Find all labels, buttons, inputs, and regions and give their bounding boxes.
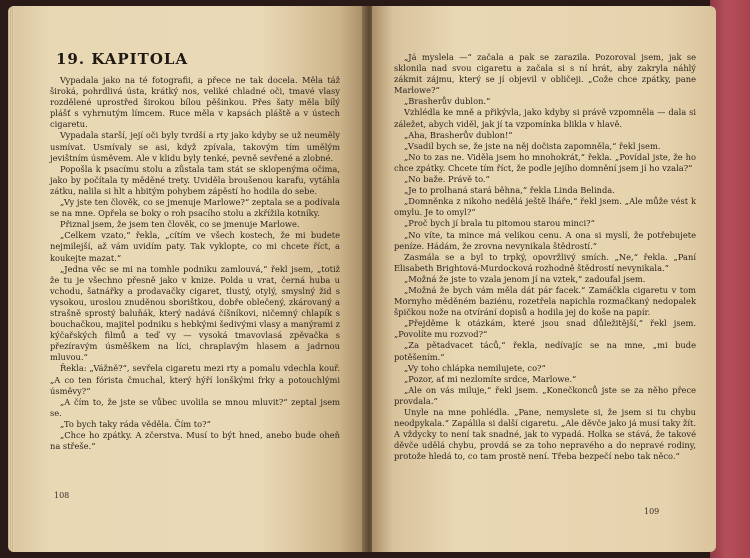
chapter-title: 19. KAPITOLA xyxy=(56,50,189,68)
paragraph: „To bych taky ráda věděla. Čím to?“ xyxy=(60,418,211,429)
paragraph: „Vsadil bych se, že jste na něj dočista zapomněla,“ řekl jsem. xyxy=(404,140,661,151)
paragraph: „Já myslela —“ začala a pak se zarazila. Pozoroval jsem, jak se sklonila nad svou cigaretu a začala si s ní hrát, aby zakryla náhlý zákmit zájmu, který se jí objevil v obličeji. „Cože chce zpátky, pane Marlowe?“ xyxy=(394,52,696,96)
paragraph: „Přejděme k otázkám, které jsou snad důležitější,“ řekl jsem. „Povolíte mu rozvod?“ xyxy=(394,318,696,340)
page-number: 108 xyxy=(54,491,70,500)
paragraph: „Brasherův dublon.“ xyxy=(404,96,491,107)
paragraph: „Celkem vzato,“ řekla, „cítím ve všech kostech, že mi budete nejmilejší, až vám uvidím paty. Tak vyklopte, co mi chcete říct, a koukejte mazat.“ xyxy=(50,230,340,263)
paragraph: „Jedna věc se mi na tomhle podniku zamlouvá,“ řekl jsem, „totiž že tu je všechno přesně jako v knize. Polda u vrat, černá huba u vchodu, šatnářky a prodavačky cigaret, tlustý, otylý, smyslný žid s vysokou, uroslou znuděnou sborištkou, dobře oblečený, zkárovaný a strašně sprostý baluňák, který nadává číšníkovi, ničemný chlapík s bouchačkou, majitel podniku s hebkými šedivými vlasy a manýrami z kýčařských filmů a teď vy — vysoká tmavovlasá zpěvačka s přezíravým úsměškem na líci, chraplavým hlasem a jadrnou mluvou.“ xyxy=(50,263,340,363)
paragraph: Vzhlédla ke mně a přikývla, jako kdyby si právě vzpomněla — dala si záležet, abych viděl, jak jí ta vzpomínka blikla v hlavě. xyxy=(394,107,696,129)
right-page xyxy=(372,6,716,552)
paragraph: „Je to prolhaná stará běhna,“ řekla Linda Belinda. xyxy=(404,185,615,196)
book-cover-edge xyxy=(710,0,750,558)
paragraph: Vypadala starší, její oči byly tvrdší a rty jako kdyby se už neuměly usmívat. Usmívaly se asi, když zpívala, takovým tím umělým jevištním úsměvem. Ale v klidu byly tenké, pevně sevřené a zlobné. xyxy=(50,130,340,163)
page-stack-edge xyxy=(8,6,14,552)
paragraph: „Chce ho zpátky. A zčerstva. Musí to být hned, anebo bude oheň na střeše.“ xyxy=(50,430,340,452)
paragraph: „Pozor, ať mi nezlomíte srdce, Marlowe.“ xyxy=(404,373,577,384)
paragraph: „Ale on vás miluje,“ řekl jsem. „Konečkonců jste se za něho přece provdala.“ xyxy=(394,384,696,406)
paragraph: „Aha, Brasherův dublon!“ xyxy=(404,129,513,140)
page-number: 109 xyxy=(644,507,660,516)
paragraph: Zasmála se a byl to trpký, opovržlivý smích. „Ne,“ řekla. „Paní Elisabeth Brightová-Murdocková rozhodně štědrostí nevynikala.“ xyxy=(394,251,696,273)
paragraph: Unyle na mne pohlédla. „Pane, nemyslete si, že jsem si tu chybu neodpykala.“ Zapálila si další cigaretu. „Ale děvče jako já musí taky žít. A vždycky to není tak snadné, jak to vypadá. Holka se stává, že takové děvče udělá chybu, provdá se za toho nepravého a do nepravé rodiny, protože hledá to, co tam prostě není. Třeba bezpečí nebo tak něco.“ xyxy=(394,407,696,462)
paragraph: „Možná že bych vám měla dát pár facek.“ Zamáčkla cigaretu v tom Mornyho měděném baziénu, rozetřela napichla rozmačkaný nedopalek špičkou nože na otvírání dopisů a hodila jej do koše na papír. xyxy=(394,284,696,318)
paragraph: „Domněnka z nikoho nedělá ještě lháře,“ řekl jsem. „Ale může vést k omylu. Je to omyl?“ xyxy=(394,196,696,218)
paragraph: „Možná že jste to vzala jenom jí na vztek,“ zadoufal jsem. xyxy=(404,273,646,284)
paragraph: „A čím to, že jste se vůbec uvolila se mnou mluvit?“ zeptal jsem se. xyxy=(50,396,340,418)
left-page-text xyxy=(50,75,340,452)
paragraph: Řekla: „Vážně?“, sevřela cigaretu mezi rty a pomalu vdechla kouř. „A co ten fóristа čmuchal, který hýří lonškými frky a potouchlými úsměvy?“ xyxy=(50,363,340,396)
paragraph: „Vy toho chlápka nemilujete, co?“ xyxy=(404,362,546,373)
paragraph: Popošla k psacímu stolu a zůstala tam stát se sklopenýma očima, jako by počítala ty měděné trety. Uviděla broušenou karafu, vytáhla zátku, nalila si hlt a hbitým pohybem zápěstí ho hodila do sebe. xyxy=(50,163,340,196)
paragraph: „Proč bych jí brala tu pitomou starou minci?“ xyxy=(404,218,595,229)
paragraph: Vypadala jako na té fotografii, a přece ne tak docela. Měla táž široká, pohrdlivá ústa, krátký nos, veliké chladné oči, tmavé vlasy rozdělené uprostřed širokou bílou pěšinkou. Přes šaty měla bílý plášť s vyhrnutým límcem. Ruce měla v kapsách pláště a v ústech cigaretu. xyxy=(50,75,340,130)
right-page-text xyxy=(394,52,696,462)
paragraph: „No to zas ne. Viděla jsem ho mnohokrát,“ řekla. „Povídal jste, že ho chce zpátky. Chcete tím říct, že podle jejího domnění jsem jí ho vzala?“ xyxy=(394,151,696,173)
paragraph: „Vy jste ten člověk, co se jmenuje Marlowe?“ zeptala se a podívala se na mne. Opřela se boky o roh psacího stolu a zkřížila kotníky. xyxy=(50,197,340,219)
paragraph: „Za pětadvacet táců,“ řekla, nedívajíc se na mne, „mi bude potěšením.“ xyxy=(394,340,696,362)
paragraph: „No baže. Právě to.“ xyxy=(404,174,490,185)
paragraph: „No víte, ta mince má velikou cenu. A ona si myslí, že potřebujete peníze. Hádám, že zrovna nevynikala štědrostí.“ xyxy=(394,229,696,251)
paragraph: Přiznal jsem, že jsem ten člověk, co se jmenuje Marlowe. xyxy=(60,219,300,230)
left-page xyxy=(8,6,368,552)
